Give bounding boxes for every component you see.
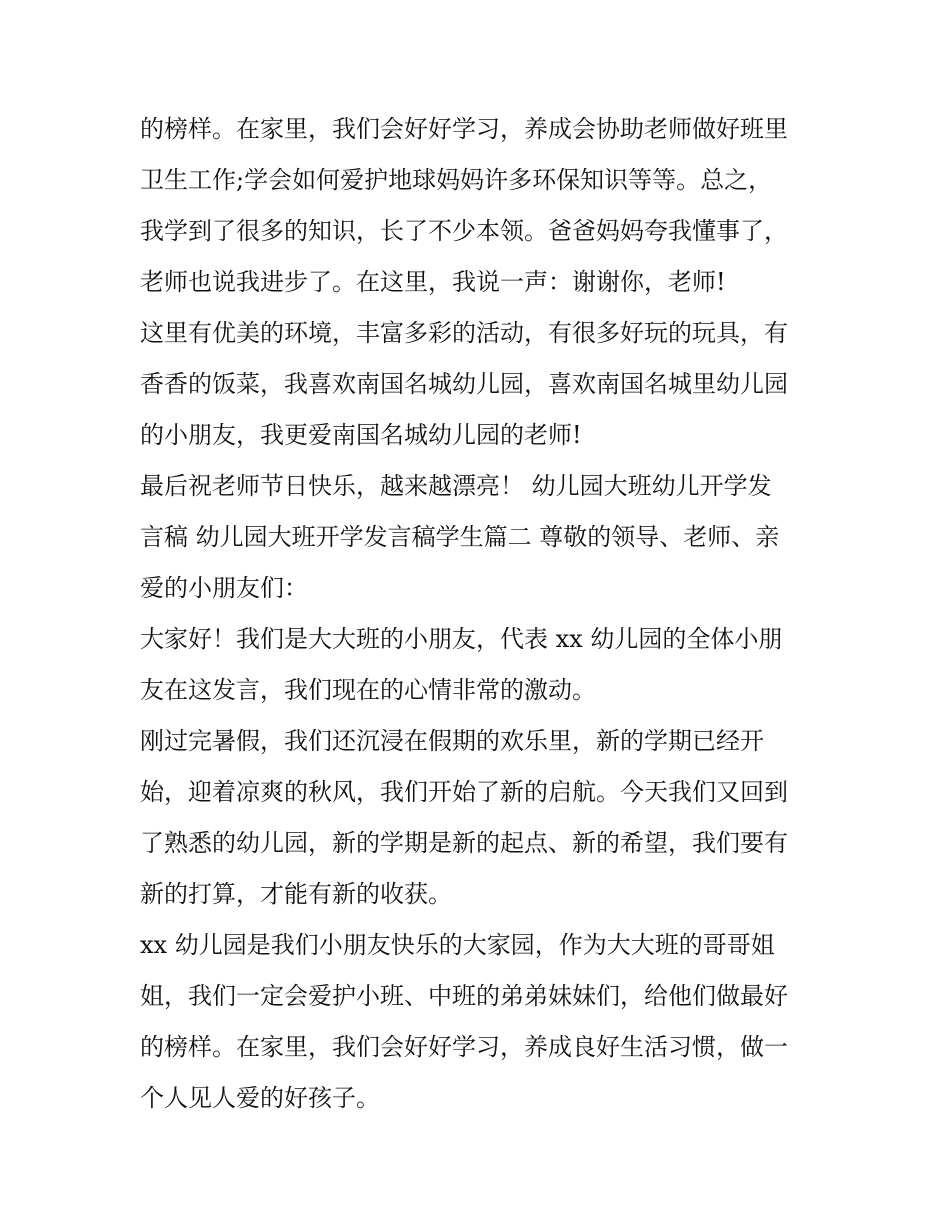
text-line-17: xx 幼儿园是我们小朋友快乐的大家园，作为大大班的哥哥姐 <box>140 931 775 959</box>
text-line-10: 爱的小朋友们： <box>140 574 308 602</box>
text-line-13: 刚过完暑假，我们还沉浸在假期的欢乐里，新的学期已经开 <box>140 727 764 755</box>
body-text <box>140 104 820 1124</box>
text-line-2: 卫生工作;学会如何爱护地球妈妈许多环保知识等等。总之， <box>140 166 773 194</box>
text-line-15: 了熟悉的幼儿园，新的学期是新的起点、新的希望，我们要有 <box>140 829 788 857</box>
text-line-11: 大家好！我们是大大班的小朋友，代表 xx 幼儿园的全体小朋 <box>140 625 783 653</box>
text-line-1: 的榜样。在家里，我们会好好学习，养成会协助老师做好班里 <box>140 115 788 143</box>
text-line-6: 香香的饭菜，我喜欢南国名城幼儿园，喜欢南国名城里幼儿园 <box>140 370 788 398</box>
text-line-19: 的榜样。在家里，我们会好好学习，养成良好生活习惯，做一 <box>140 1033 788 1061</box>
text-line-8: 最后祝老师节日快乐，越来越漂亮！ 幼儿园大班幼儿开学发 <box>140 472 772 500</box>
text-line-3: 我学到了很多的知识，长了不少本领。爸爸妈妈夸我懂事了， <box>140 217 788 245</box>
text-line-14: 始，迎着凉爽的秋风，我们开始了新的启航。今天我们又回到 <box>140 778 788 806</box>
text-line-9: 言稿 幼儿园大班开学发言稿学生篇二 尊敬的领导、老师、亲 <box>140 523 780 551</box>
text-line-4: 老师也说我进步了。在这里，我说一声：谢谢你，老师! <box>140 268 726 296</box>
text-line-18: 姐，我们一定会爱护小班、中班的弟弟妹妹们，给他们做最好 <box>140 982 788 1010</box>
text-line-16: 新的打算，才能有新的收获。 <box>140 880 452 908</box>
text-line-5: 这里有优美的环境，丰富多彩的活动，有很多好玩的玩具，有 <box>140 319 788 347</box>
text-line-12: 友在这发言，我们现在的心情非常的激动。 <box>140 676 596 704</box>
text-line-7: 的小朋友，我更爱南国名城幼儿园的老师! <box>140 421 582 449</box>
text-line-20: 个人见人爱的好孩子。 <box>140 1084 380 1112</box>
